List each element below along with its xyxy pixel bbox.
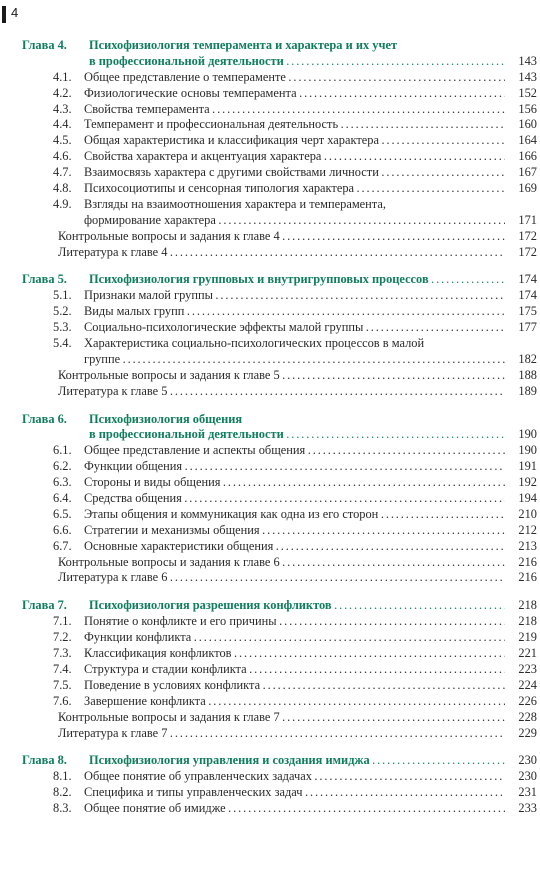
- entry-title: Стратегии и механизмы общения . . .: [84, 523, 505, 539]
- entry-number: 4.4.: [53, 117, 72, 132]
- entry-title: Психосоциотипы и сенсорная типология характера . . .: [84, 181, 505, 197]
- toc-entry: [0, 320, 540, 336]
- entry-number: 6.5.: [53, 506, 72, 521]
- chapter-page: 190: [518, 427, 537, 442]
- entry-title: Общая характеристика и классификация черт характера . . .: [84, 133, 505, 149]
- entry-page: 152: [518, 85, 537, 100]
- entry-number: 6.6.: [53, 522, 72, 537]
- toc-entry: [0, 197, 540, 213]
- entry-page: 169: [518, 181, 537, 195]
- entry-title: Литература к главе 5 . . .: [58, 384, 505, 400]
- entry-number: 7.2.: [53, 630, 72, 645]
- entry-number: 4.3.: [53, 101, 72, 116]
- toc-entry: [0, 86, 540, 102]
- toc-entry: [0, 726, 540, 742]
- entry-title: Темперамент и профессиональная деятельность . . .: [84, 117, 505, 133]
- entry-page: 216: [518, 554, 537, 569]
- entry-number: 5.1.: [53, 288, 72, 303]
- chapter-number: Глава 8.: [22, 753, 67, 768]
- entry-page: 175: [518, 304, 537, 319]
- entry-number: 4.9.: [53, 196, 72, 211]
- toc-entry: [0, 102, 540, 118]
- toc-entry: [0, 614, 540, 630]
- chapter-page: 174: [518, 272, 537, 287]
- toc-entry: [0, 181, 540, 197]
- entry-number: 5.2.: [53, 304, 72, 319]
- toc-entry: [0, 368, 540, 384]
- toc-entry: [0, 475, 540, 491]
- entry-title: Стороны и виды общения . . .: [84, 475, 505, 491]
- toc-entry: [0, 523, 540, 539]
- entry-page: 210: [518, 506, 537, 521]
- entry-title: Признаки малой группы . . .: [84, 288, 505, 304]
- entry-page: 192: [518, 475, 537, 490]
- table-of-contents: [0, 38, 540, 829]
- chapter-title: Психофизиология групповых и внутригрупповых процессов . . .: [89, 272, 505, 288]
- entry-title-cont: формирование характера . . .: [84, 213, 505, 229]
- entry-page: 191: [518, 459, 537, 474]
- entry-title: Общее представление и аспекты общения . . .: [84, 443, 505, 459]
- toc-entry: [0, 443, 540, 459]
- entry-page: 164: [518, 133, 537, 148]
- chapter-number: Глава 4.: [22, 37, 67, 52]
- chapter-heading: [0, 412, 540, 428]
- chapter-page: 143: [518, 53, 537, 68]
- entry-page: 231: [518, 785, 537, 800]
- entry-title: Контрольные вопросы и задания к главе 4 . . .: [58, 229, 505, 245]
- entry-number: 5.3.: [53, 320, 72, 335]
- toc-entry: [0, 630, 540, 646]
- toc-entry: [0, 785, 540, 801]
- entry-number: 7.5.: [53, 677, 72, 692]
- chapter-heading: [0, 598, 540, 614]
- entry-title: Свойства характера и акцентуация характера . . .: [84, 149, 505, 165]
- entry-page: 216: [518, 570, 537, 585]
- toc-entry: [0, 539, 540, 555]
- entry-number: 6.1.: [53, 443, 72, 458]
- page-number: 4: [11, 5, 19, 20]
- entry-number: 6.7.: [53, 538, 72, 553]
- toc-chapter: [0, 753, 540, 817]
- toc-entry: [0, 710, 540, 726]
- toc-chapter: [0, 412, 540, 587]
- chapter-heading: [0, 38, 540, 54]
- chapter-heading-cont: [0, 427, 540, 443]
- entry-page: 156: [518, 101, 537, 116]
- toc-entry: [0, 678, 540, 694]
- entry-page: 182: [518, 351, 537, 366]
- entry-page: 167: [518, 165, 537, 180]
- entry-title: Свойства темперамента . . .: [84, 102, 505, 118]
- entry-title: Взгляды на взаимоотношения характера и темперамента,: [84, 196, 386, 211]
- entry-page: 213: [518, 538, 537, 553]
- chapter-page: 218: [518, 598, 537, 613]
- entry-title: Литература к главе 6 . . .: [58, 570, 505, 586]
- entry-title: Структура и стадии конфликта . . .: [84, 662, 505, 678]
- toc-entry: [0, 769, 540, 785]
- toc-entry: [0, 694, 540, 710]
- entry-title: Специфика и типы управленческих задач . . .: [84, 785, 505, 801]
- entry-page: 172: [518, 244, 537, 259]
- toc-entry: [0, 801, 540, 817]
- entry-number: 4.6.: [53, 149, 72, 164]
- toc-chapter: [0, 38, 540, 260]
- toc-entry-cont: [0, 213, 540, 229]
- toc-entry: [0, 491, 540, 507]
- entry-number: 7.3.: [53, 646, 72, 661]
- entry-number: 7.4.: [53, 661, 72, 676]
- entry-title: Понятие о конфликте и его причины . . .: [84, 614, 505, 630]
- entry-page: 221: [518, 646, 537, 661]
- toc-entry: [0, 384, 540, 400]
- toc-entry: [0, 304, 540, 320]
- entry-title: Основные характеристики общения . . .: [84, 539, 505, 555]
- chapter-heading: [0, 753, 540, 769]
- entry-number: 4.5.: [53, 133, 72, 148]
- entry-title: Взаимосвязь характера с другими свойствами личности . . .: [84, 165, 505, 181]
- entry-title: Функции конфликта . . .: [84, 630, 505, 646]
- entry-page: 171: [518, 212, 537, 227]
- toc-entry: [0, 662, 540, 678]
- entry-page: 160: [518, 117, 537, 132]
- entry-number: 8.2.: [53, 785, 72, 800]
- entry-title: Контрольные вопросы и задания к главе 7 . . .: [58, 710, 505, 726]
- toc-entry: [0, 555, 540, 571]
- toc-entry: [0, 507, 540, 523]
- toc-entry: [0, 459, 540, 475]
- entry-number: 6.4.: [53, 491, 72, 506]
- entry-page: 174: [518, 288, 537, 303]
- entry-page: 229: [518, 725, 537, 740]
- entry-title: Этапы общения и коммуникация как одна из его сторон . . .: [84, 507, 505, 523]
- entry-number: 5.4.: [53, 336, 72, 351]
- entry-title: Литература к главе 7 . . .: [58, 726, 505, 742]
- toc-entry: [0, 133, 540, 149]
- entry-number: 4.2.: [53, 85, 72, 100]
- entry-page: 189: [518, 383, 537, 398]
- entry-page: 233: [518, 801, 537, 816]
- toc-entry: [0, 70, 540, 86]
- entry-title: Общее понятие об имидже . . .: [84, 801, 505, 817]
- entry-page: 218: [518, 614, 537, 629]
- chapter-title: Психофизиология управления и создания имиджа . . .: [89, 753, 505, 769]
- chapter-title-cont: в профессиональной деятельности . . .: [89, 427, 505, 443]
- toc-entry: [0, 646, 540, 662]
- entry-title: Социально-психологические эффекты малой группы . . .: [84, 320, 505, 336]
- entry-page: 226: [518, 693, 537, 708]
- entry-number: 8.1.: [53, 769, 72, 784]
- toc-entry: [0, 165, 540, 181]
- entry-page: 194: [518, 491, 537, 506]
- entry-number: 8.3.: [53, 801, 72, 816]
- toc-entry: [0, 149, 540, 165]
- entry-page: 188: [518, 367, 537, 382]
- entry-number: 6.2.: [53, 459, 72, 474]
- page-number-marker: [2, 6, 6, 23]
- entry-title: Контрольные вопросы и задания к главе 6 . . .: [58, 555, 505, 571]
- entry-number: 4.8.: [53, 181, 72, 195]
- chapter-title-cont: в профессиональной деятельности . . .: [89, 54, 505, 70]
- entry-title: Классификация конфликтов . . .: [84, 646, 505, 662]
- entry-page: 190: [518, 443, 537, 458]
- entry-title: Общее понятие об управленческих задачах . . .: [84, 769, 505, 785]
- entry-title: Контрольные вопросы и задания к главе 5 . . .: [58, 368, 505, 384]
- entry-title: Функции общения . . .: [84, 459, 505, 475]
- entry-title: Средства общения . . .: [84, 491, 505, 507]
- entry-page: 224: [518, 677, 537, 692]
- entry-number: 6.3.: [53, 475, 72, 490]
- entry-title: Завершение конфликта . . .: [84, 694, 505, 710]
- chapter-page: 230: [518, 753, 537, 768]
- toc-entry-cont: [0, 352, 540, 368]
- chapter-title: Психофизиология разрешения конфликтов . . .: [89, 598, 505, 614]
- entry-page: 172: [518, 228, 537, 243]
- toc-entry: [0, 245, 540, 261]
- toc-chapter: [0, 598, 540, 741]
- chapter-heading-cont: [0, 54, 540, 70]
- entry-number: 7.6.: [53, 693, 72, 708]
- entry-page: 219: [518, 630, 537, 645]
- toc-entry: [0, 336, 540, 352]
- entry-title: Литература к главе 4 . . .: [58, 245, 505, 261]
- entry-number: 4.1.: [53, 69, 72, 84]
- entry-number: 7.1.: [53, 614, 72, 629]
- chapter-title: Психофизиология темперамента и характера и их учет: [89, 37, 398, 52]
- entry-page: 143: [518, 69, 537, 84]
- toc-entry: [0, 117, 540, 133]
- chapter-number: Глава 5.: [22, 272, 67, 287]
- entry-title-cont: группе . . .: [84, 352, 505, 368]
- chapter-number: Глава 6.: [22, 411, 67, 426]
- toc-chapter: [0, 272, 540, 399]
- toc-entry: [0, 288, 540, 304]
- entry-page: 166: [518, 149, 537, 164]
- entry-page: 212: [518, 522, 537, 537]
- chapter-title: Психофизиология общения: [89, 411, 243, 426]
- entry-number: 4.7.: [53, 165, 72, 180]
- entry-page: 228: [518, 709, 537, 724]
- chapter-number: Глава 7.: [22, 598, 67, 613]
- toc-entry: [0, 229, 540, 245]
- entry-title: Характеристика социально-психологических процессов в малой: [84, 336, 425, 351]
- entry-page: 230: [518, 769, 537, 784]
- entry-title: Виды малых групп . . .: [84, 304, 505, 320]
- entry-title: Поведение в условиях конфликта . . .: [84, 678, 505, 694]
- entry-title: Физиологические основы темперамента . . .: [84, 86, 505, 102]
- entry-page: 177: [518, 320, 537, 335]
- chapter-heading: [0, 272, 540, 288]
- toc-entry: [0, 571, 540, 587]
- entry-page: 223: [518, 661, 537, 676]
- entry-title: Общее представление о темпераменте . . .: [84, 70, 505, 86]
